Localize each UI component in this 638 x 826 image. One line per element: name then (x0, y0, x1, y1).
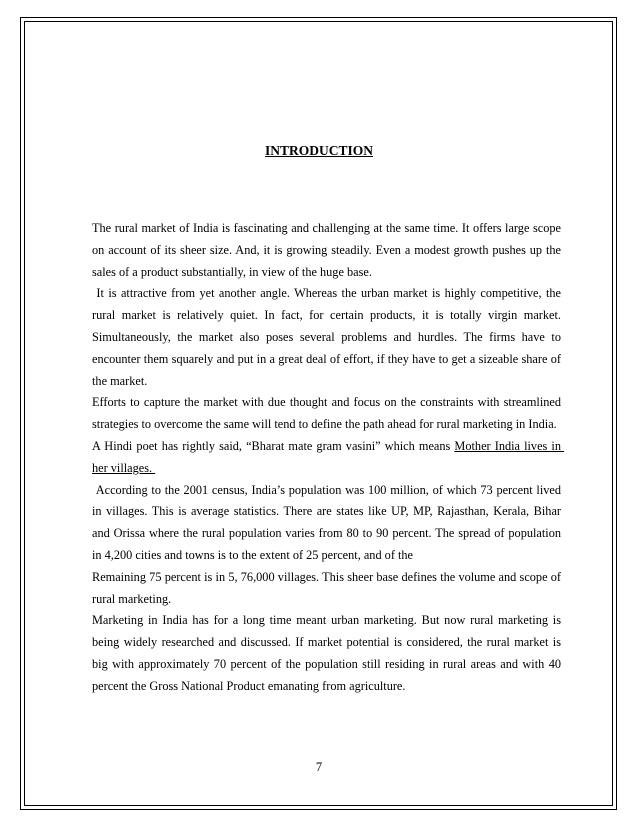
page-number: 7 (315, 760, 323, 774)
document-body (92, 218, 565, 698)
paragraph-6: Remaining 75 percent is in 5, 76,000 villages. This sheer base defines the volume and scope of rural marketing. (92, 569, 561, 606)
paragraph-7: Marketing in India has for a long time meant urban marketing. But now rural marketing is being widely researched and discussed. If market potential is considered, the rural market is big with approximately 70 percent of the population still residing in rural areas and with 40 percent the Gross National Product emanating from agriculture. (92, 613, 561, 693)
paragraph-1: The rural market of India is fascinating and challenging at the same time. It offers large scope on account of its sheer size. And, it is growing steadily. Even a modest growth pushes up the sales of a product substantially, in view of the huge base. (92, 221, 561, 279)
page-title: INTRODUCTION (264, 143, 373, 158)
quote-text: A Hindi poet has rightly said, “Bharat mate gram vasini” which means (92, 438, 455, 453)
underlined-phrase: Mother India lives in her villages. (92, 438, 565, 475)
paragraph-3: Efforts to capture the market with due thought and focus on the constraints with streamlined strategies to overcome the same will tend to define the path ahead for rural marketing in India. (92, 395, 561, 432)
paragraph-2: It is attractive from yet another angle. Whereas the urban market is highly competitive, the rural market is relatively quiet. In fact, for certain products, it is totally virgin market. Simultaneously, the market also poses several problems and hurdles. The firms have to encounter them squarely and put in a great deal of effort, if they have to get a sizeable share of the market. (92, 286, 565, 388)
paragraph-5: According to the 2001 census, India’s population was 100 million, of which 73 percent lived in villages. This is average statistics. There are states like UP, MP, Rajasthan, Kerala, Bihar and Orissa where the rural population varies from 80 to 90 percent. The spread of population in 4,200 cities and towns is to the extent of 25 percent, and of the (92, 482, 565, 562)
paragraph-4 (92, 436, 565, 480)
